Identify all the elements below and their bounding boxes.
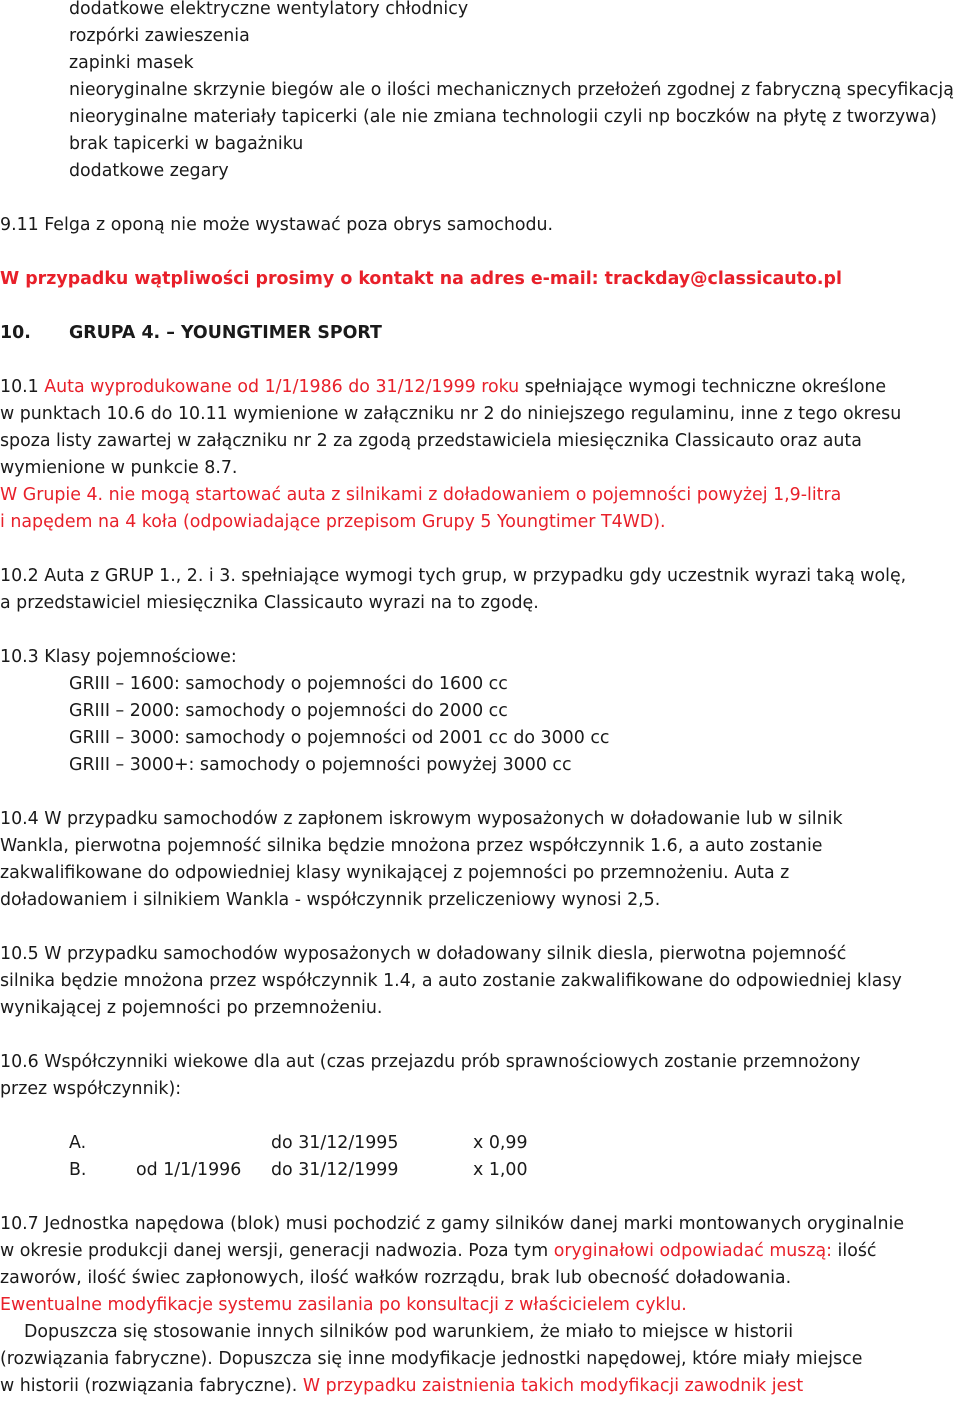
- list-item: nieoryginalne skrzynie biegów ale o ilości mechanicznych przełożeń zgodnej z fabryczną specyfikacją: [69, 80, 954, 100]
- text-span: nie mogą startować auta z silnikami z doładowaniem o pojemności powyżej 1,9-litra: [103, 485, 842, 505]
- table-cell-to: do 31/12/1995: [271, 1133, 399, 1153]
- list-item: dodatkowe elektryczne wentylatory chłodnicy: [69, 0, 469, 19]
- class-item: GRIII – 1600: samochody o pojemności do 1600 cc: [69, 674, 508, 694]
- table-row-label: B.: [69, 1160, 87, 1180]
- list-item: nieoryginalne materiały tapicerki (ale nie zmiana technologii czyli np boczków na płytę z tworzywa): [69, 107, 937, 127]
- paragraph-10-7-line: 10.7 Jednostka napędowa (blok) musi pochodzić z gamy silników danej marki montowanych oryginalnie: [0, 1214, 905, 1234]
- paragraph-10-1-line: [0, 374, 886, 401]
- paragraph-10-4-line: Wankla, pierwotna pojemność silnika będzie mnożona przez współczynnik 1.6, a auto zostanie: [0, 836, 823, 856]
- highlighted-text: W przypadku zaistnienia takich modyfikacji zawodnik jest: [302, 1376, 804, 1396]
- paragraph-10-1-line: i napędem na 4 koła (odpowiadające przepisom Grupy 5 Youngtimer T4WD).: [0, 512, 666, 532]
- paragraph-10-4-line: zakwalifikowane do odpowiedniej klasy wynikającej z pojemności po przemnożeniu. Auta z: [0, 863, 790, 883]
- paragraph-9-11: 9.11 Felga z oponą nie może wystawać poza obrys samochodu.: [0, 215, 554, 235]
- class-item: GRIII – 3000+: samochody o pojemności powyżej 3000 cc: [69, 755, 572, 775]
- paragraph-10-7-line: Ewentualne modyfikacje systemu zasilania po konsultacji z właścicielem cyklu.: [0, 1295, 687, 1315]
- table-cell-to: do 31/12/1999: [271, 1160, 399, 1180]
- table-cell-factor: x 1,00: [473, 1160, 528, 1180]
- paragraph-10-1-line: spoza listy zawartej w załączniku nr 2 za zgodą przedstawiciela miesięcznika Classicauto oraz auta: [0, 431, 862, 451]
- paragraph-10-6-line: przez współczynnik):: [0, 1079, 182, 1099]
- paragraph-10-2-line: 10.2 Auta z GRUP 1., 2. i 3. spełniające wymogi tych grup, w przypadku gdy uczestnik wyrazi taką wolę,: [0, 566, 907, 586]
- list-item: rozpórki zawieszenia: [69, 26, 250, 46]
- paragraph-10-5-line: 10.5 W przypadku samochodów wyposażonych w doładowany silnik diesla, pierwotna pojemność: [0, 944, 847, 964]
- paragraph-10-4-line: doładowaniem i silnikiem Wankla - współczynnik przeliczeniowy wynosi 2,5.: [0, 890, 661, 910]
- table-cell-factor: x 0,99: [473, 1133, 528, 1153]
- section-heading: GRUPA 4. – YOUNGTIMER SPORT: [69, 323, 382, 343]
- paragraph-10-7-line: (rozwiązania fabryczne). Dopuszcza się inne modyfikacje jednostki napędowej, które miały miejsce: [0, 1349, 863, 1369]
- paragraph-10-4-line: 10.4 W przypadku samochodów z zapłonem iskrowym wyposażonych w doładowanie lub w silnik: [0, 809, 843, 829]
- contact-notice: W przypadku wątpliwości prosimy o kontakt na adres e-mail: trackday@classicauto.pl: [0, 269, 842, 289]
- text-span: W Grupie 4.: [0, 485, 104, 505]
- paragraph-10-3-heading: 10.3 Klasy pojemnościowe:: [0, 647, 237, 667]
- section-number: 10.: [0, 323, 31, 343]
- paragraph-10-6-line: 10.6 Współczynniki wiekowe dla aut (czas przejazdu prób sprawnościowych zostanie przemnożony: [0, 1052, 861, 1072]
- text-span: w historii (rozwiązania fabryczne).: [0, 1376, 303, 1396]
- paragraph-10-1-line: wymienione w punkcie 8.7.: [0, 458, 238, 478]
- class-item: GRIII – 3000: samochody o pojemności od 2001 cc do 3000 cc: [69, 728, 610, 748]
- list-item: brak tapicerki w bagażniku: [69, 134, 304, 154]
- class-item: GRIII – 2000: samochody o pojemności do 2000 cc: [69, 701, 508, 721]
- list-item: zapinki masek: [69, 53, 194, 73]
- paragraph-10-7-line: [0, 1373, 803, 1400]
- paragraph-10-7-line: Dopuszcza się stosowanie innych silników pod warunkiem, że miało to miejsce w historii: [24, 1322, 794, 1342]
- paragraph-10-1-line: w punktach 10.6 do 10.11 wymienione w załączniku nr 2 do niniejszego regulaminu, inne z tego okresu: [0, 404, 902, 424]
- paragraph-10-5-line: silnika będzie mnożona przez współczynnik 1.4, a auto zostanie zakwalifikowane do odpowiedniej klasy: [0, 971, 902, 991]
- text-span: ilość: [832, 1241, 877, 1261]
- paragraph-10-5-line: wynikającej z pojemności po przemnożeniu.: [0, 998, 383, 1018]
- text-span: w okresie produkcji danej wersji, generacji nadwozia. Poza tym: [0, 1241, 554, 1261]
- paragraph-10-7-line: [0, 1238, 876, 1265]
- table-cell-from: od 1/1/1996: [136, 1160, 242, 1180]
- text-span: spełniające wymogi techniczne określone: [519, 377, 887, 397]
- paragraph-10-7-line: zaworów, ilość świec zapłonowych, ilość wałków rozrządu, brak lub obecność doładowania.: [0, 1268, 792, 1288]
- highlighted-text: oryginałowi odpowiadać muszą:: [553, 1241, 833, 1261]
- highlighted-text: Auta wyprodukowane od 1/1/1986 do 31/12/1999 roku: [44, 377, 520, 397]
- paragraph-10-2-line: a przedstawiciel miesięcznika Classicauto wyrazi na to zgodę.: [0, 593, 539, 613]
- table-row-label: A.: [69, 1133, 87, 1153]
- text-span: 10.1: [0, 377, 45, 397]
- paragraph-10-1-line: [0, 482, 841, 509]
- list-item: dodatkowe zegary: [69, 161, 229, 181]
